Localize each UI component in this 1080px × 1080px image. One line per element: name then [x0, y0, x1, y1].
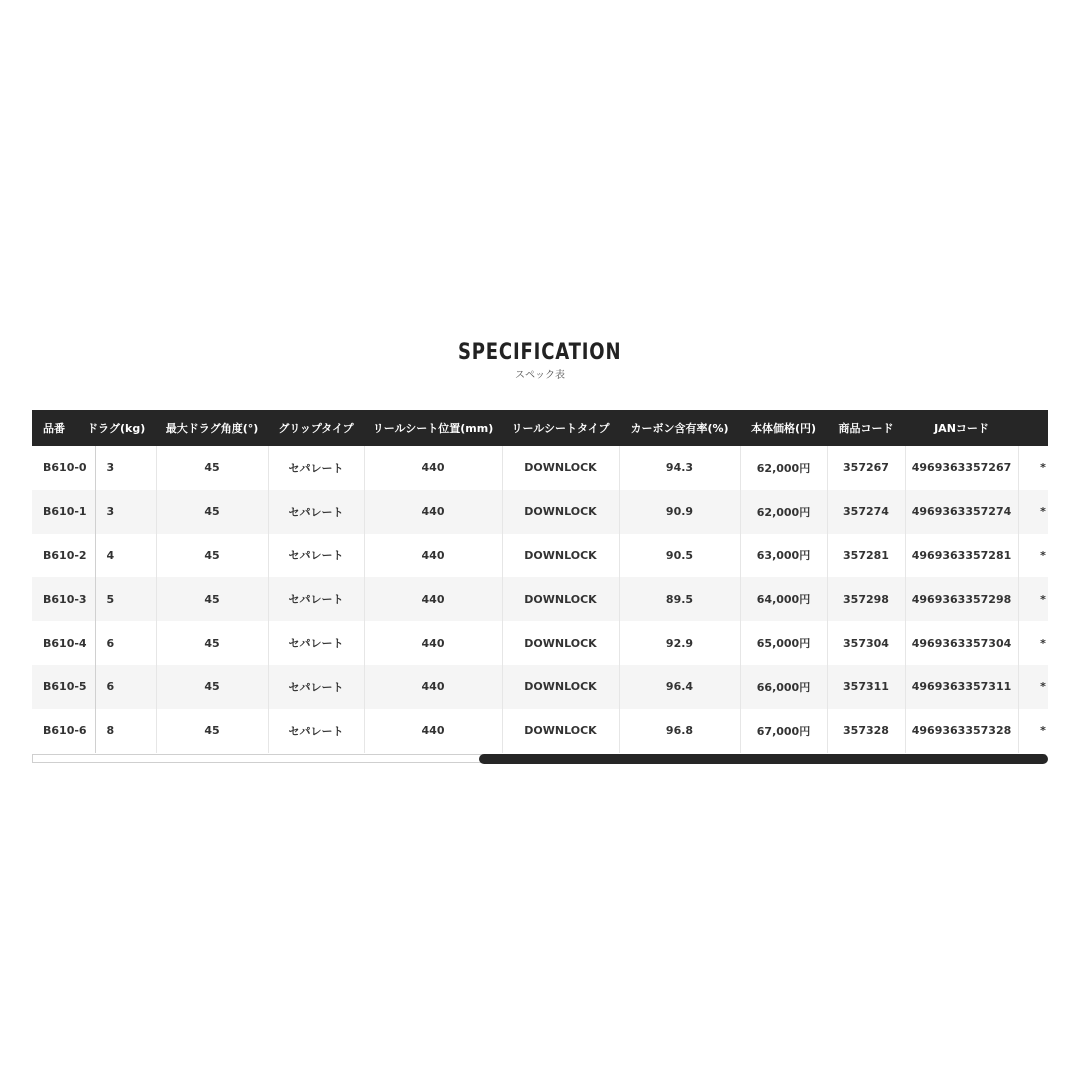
- cell-reel-seat-position: 440: [364, 621, 502, 665]
- col-header-jan-code: JANコード: [905, 410, 1018, 446]
- cell-product-code: 357311: [827, 665, 905, 709]
- cell-product-code: 357267: [827, 446, 905, 490]
- cell-part-number: B610-4: [32, 621, 95, 665]
- cell-drag: 3: [95, 446, 156, 490]
- cell-price: 62,000円: [740, 446, 827, 490]
- cell-carbon-content: 90.5: [619, 534, 740, 578]
- cell-reel-seat-position: 440: [364, 490, 502, 534]
- cell-carbon-content: 89.5: [619, 577, 740, 621]
- cell-part-number: B610-6: [32, 709, 95, 753]
- cell-max-drag-angle: 45: [156, 577, 268, 621]
- col-header-carbon-content: カーボン含有率(%): [619, 410, 740, 446]
- cell-reel-seat-type: DOWNLOCK: [502, 534, 619, 578]
- cell-reel-seat-position: 440: [364, 446, 502, 490]
- col-header-reel-seat-position: リールシート位置(mm): [364, 410, 502, 446]
- cell-product-code: 357328: [827, 709, 905, 753]
- cell-max-drag-angle: 45: [156, 446, 268, 490]
- cell-carbon-content: 96.8: [619, 709, 740, 753]
- table-row: [32, 709, 1048, 753]
- cell-reel-seat-type: DOWNLOCK: [502, 577, 619, 621]
- col-header-max-drag-angle: 最大ドラグ角度(°): [156, 410, 268, 446]
- spec-heading: [0, 338, 1080, 384]
- cell-price: 66,000円: [740, 665, 827, 709]
- cell-extra: *: [1018, 446, 1048, 490]
- cell-extra: *: [1018, 709, 1048, 753]
- table-row: [32, 490, 1048, 534]
- cell-jan-code: 4969363357274: [905, 490, 1018, 534]
- cell-carbon-content: 96.4: [619, 665, 740, 709]
- cell-reel-seat-position: 440: [364, 577, 502, 621]
- table-row: [32, 534, 1048, 578]
- spec-table-body: [32, 446, 1048, 753]
- cell-grip-type: セパレート: [268, 490, 364, 534]
- table-header-row: [32, 410, 1048, 446]
- cell-drag: 8: [95, 709, 156, 753]
- cell-grip-type: セパレート: [268, 446, 364, 490]
- col-header-part-number: 品番: [32, 410, 95, 446]
- cell-max-drag-angle: 45: [156, 490, 268, 534]
- cell-grip-type: セパレート: [268, 709, 364, 753]
- cell-reel-seat-type: DOWNLOCK: [502, 490, 619, 534]
- cell-part-number: B610-2: [32, 534, 95, 578]
- cell-reel-seat-type: DOWNLOCK: [502, 621, 619, 665]
- cell-jan-code: 4969363357281: [905, 534, 1018, 578]
- cell-reel-seat-type: DOWNLOCK: [502, 709, 619, 753]
- cell-extra: *: [1018, 534, 1048, 578]
- cell-extra: *: [1018, 621, 1048, 665]
- cell-max-drag-angle: 45: [156, 665, 268, 709]
- cell-drag: 6: [95, 665, 156, 709]
- cell-drag: 3: [95, 490, 156, 534]
- horizontal-scrollbar-thumb[interactable]: [479, 754, 1048, 764]
- col-header-drag: [87, 410, 156, 446]
- cell-part-number: B610-0: [32, 446, 95, 490]
- col-header-reel-seat-type: リールシートタイプ: [502, 410, 619, 446]
- table-row: [32, 446, 1048, 490]
- cell-reel-seat-type: DOWNLOCK: [502, 665, 619, 709]
- cell-max-drag-angle: 45: [156, 709, 268, 753]
- spec-table: [32, 410, 1048, 753]
- cell-product-code: 357281: [827, 534, 905, 578]
- cell-drag: 5: [95, 577, 156, 621]
- cell-price: 65,000円: [740, 621, 827, 665]
- page-title: SPECIFICATION: [458, 340, 622, 365]
- cell-product-code: 357304: [827, 621, 905, 665]
- cell-part-number: B610-1: [32, 490, 95, 534]
- cell-jan-code: 4969363357311: [905, 665, 1018, 709]
- col-header-product-code: 商品コード: [827, 410, 905, 446]
- cell-drag: 4: [95, 534, 156, 578]
- cell-jan-code: 4969363357304: [905, 621, 1018, 665]
- cell-jan-code: 4969363357328: [905, 709, 1018, 753]
- cell-part-number: B610-3: [32, 577, 95, 621]
- col-header-drag-label: ドラグ(kg): [87, 422, 146, 435]
- page-subtitle: スペック表: [515, 370, 565, 381]
- cell-carbon-content: 90.9: [619, 490, 740, 534]
- cell-extra: *: [1018, 490, 1048, 534]
- cell-drag: 6: [95, 621, 156, 665]
- cell-carbon-content: 92.9: [619, 621, 740, 665]
- cell-reel-seat-position: 440: [364, 709, 502, 753]
- table-row: [32, 665, 1048, 709]
- spec-table-scroll-container[interactable]: [32, 410, 1048, 754]
- cell-reel-seat-type: DOWNLOCK: [502, 446, 619, 490]
- cell-extra: *: [1018, 665, 1048, 709]
- table-row: [32, 577, 1048, 621]
- cell-product-code: 357298: [827, 577, 905, 621]
- cell-grip-type: セパレート: [268, 534, 364, 578]
- cell-max-drag-angle: 45: [156, 621, 268, 665]
- cell-price: 63,000円: [740, 534, 827, 578]
- cell-price: 67,000円: [740, 709, 827, 753]
- cell-reel-seat-position: 440: [364, 665, 502, 709]
- cell-extra: *: [1018, 577, 1048, 621]
- cell-grip-type: セパレート: [268, 665, 364, 709]
- cell-product-code: 357274: [827, 490, 905, 534]
- cell-jan-code: 4969363357298: [905, 577, 1018, 621]
- col-header-grip-type: グリップタイプ: [268, 410, 364, 446]
- col-header-extra: [1018, 410, 1048, 446]
- cell-jan-code: 4969363357267: [905, 446, 1018, 490]
- cell-max-drag-angle: 45: [156, 534, 268, 578]
- cell-grip-type: セパレート: [268, 577, 364, 621]
- cell-reel-seat-position: 440: [364, 534, 502, 578]
- cell-part-number: B610-5: [32, 665, 95, 709]
- cell-price: 64,000円: [740, 577, 827, 621]
- cell-carbon-content: 94.3: [619, 446, 740, 490]
- cell-grip-type: セパレート: [268, 621, 364, 665]
- table-row: [32, 621, 1048, 665]
- cell-price: 62,000円: [740, 490, 827, 534]
- col-header-price: 本体価格(円): [740, 410, 827, 446]
